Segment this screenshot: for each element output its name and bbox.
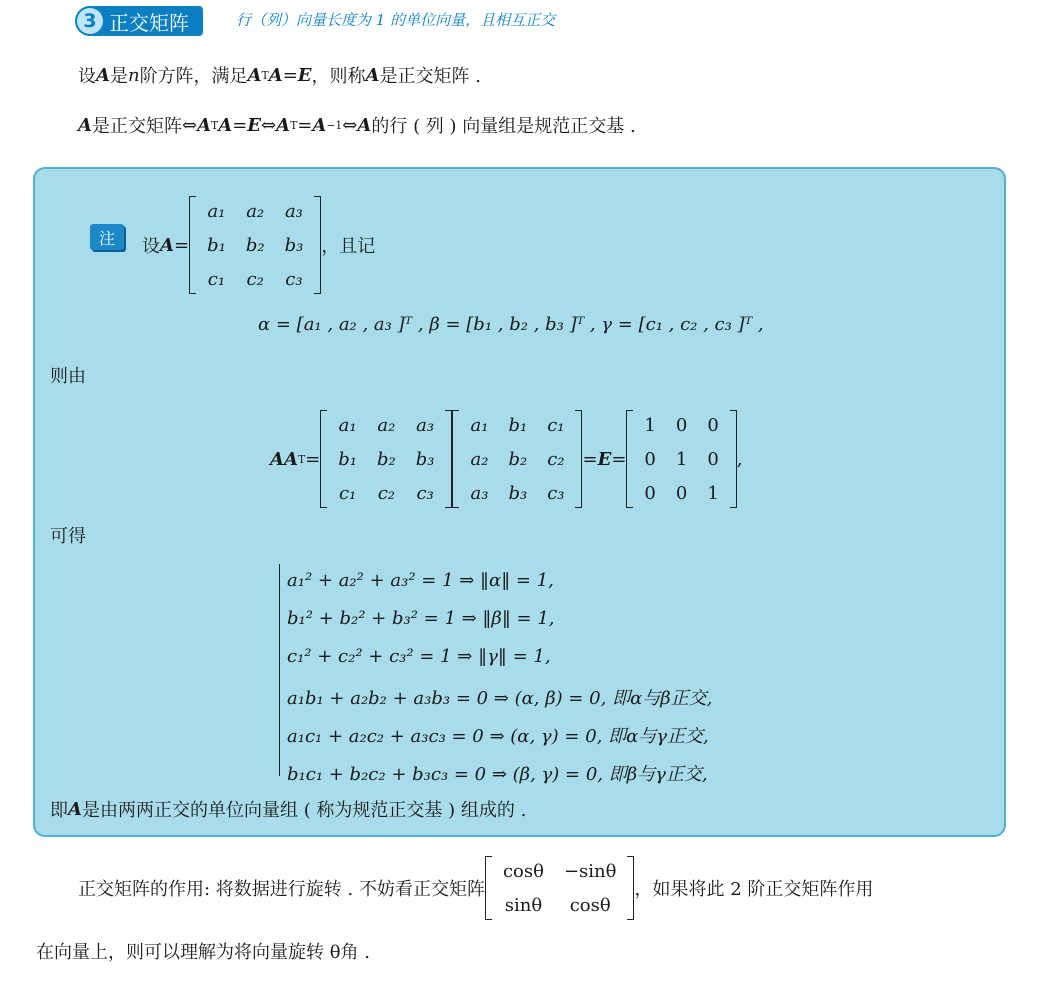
matrix-A-full: [320, 408, 452, 510]
matrix-cell: a₁: [207, 200, 226, 222]
product-eq: =: [305, 448, 321, 470]
matrix-cell: b₁: [508, 414, 528, 436]
matrix-cell: a₂: [470, 448, 489, 470]
eq-text: 的行 ( 列 ) 向量组是规范正交基 .: [371, 116, 636, 137]
matrix-cell: a₂: [246, 200, 265, 222]
matrix-cell: 0: [675, 482, 688, 504]
def-symbol: n: [127, 64, 140, 86]
matrix-cell: c₂: [246, 268, 264, 290]
matrix-cell: cosθ: [569, 894, 611, 916]
get-label: 可得: [50, 526, 86, 547]
matrix-cell: 1: [675, 448, 688, 470]
iff-symbol: ⇔: [342, 114, 358, 136]
def-text: ，则称: [311, 66, 366, 87]
matrix-cell: c₂: [547, 448, 565, 470]
def-text: 阶方阵，满足: [139, 66, 248, 87]
matrix-cell: b₁: [207, 234, 226, 256]
def-text: 设: [78, 66, 96, 87]
note-tag: 注: [90, 224, 124, 250]
eq-text: =: [232, 114, 248, 136]
section-subtitle: 行（列）向量长度为 1 的单位向量，且相互正交: [236, 11, 556, 29]
matrix-cell: c₃: [285, 268, 303, 290]
matrix-cell: b₁: [338, 448, 357, 470]
eq-sup: T: [211, 118, 219, 132]
matrix-cell: a₁: [338, 414, 357, 436]
product-symbol: E: [597, 448, 612, 470]
note-text: ，且记: [321, 236, 376, 257]
matrix-cell: b₃: [415, 448, 435, 470]
def-sup: T: [261, 68, 269, 82]
matrix-A: [189, 194, 321, 296]
def-text: 是正交矩阵 .: [379, 66, 481, 87]
matrix-A-transpose: [452, 408, 582, 510]
product-sup: T: [297, 452, 306, 466]
eq-symbol: A: [197, 114, 212, 136]
matrix-cell: a₃: [470, 482, 489, 504]
matrix-cell: a₃: [416, 414, 435, 436]
iff-symbol: ⇔: [181, 114, 198, 136]
system-line: c₁² + c₂² + c₃² = 1 ⇒ ‖γ‖ = 1,: [287, 646, 551, 667]
def-eq: =: [282, 64, 298, 86]
system-line: a₁c₁ + a₂c₂ + a₃c₃ = 0 ⇒ (α, γ) = 0, 即α与γ正交,: [287, 726, 709, 747]
def-symbol: A: [247, 64, 262, 86]
matrix-cell: c₁: [207, 268, 226, 290]
matrix-cell: a₂: [377, 414, 396, 436]
note-symbol: A: [160, 234, 174, 256]
matrix-cell: c₂: [377, 482, 395, 504]
system-line: a₁² + a₂² + a₃² = 1 ⇒ ‖α‖ = 1,: [287, 570, 554, 591]
section-number: 3: [77, 8, 103, 34]
eq-symbol: A: [78, 114, 92, 136]
rotation-line: [78, 854, 873, 922]
matrix-cell: cosθ: [502, 860, 544, 882]
matrix-cell: 0: [675, 414, 688, 436]
matrix-cell: c₁: [547, 414, 565, 436]
matrix-cell: c₃: [416, 482, 434, 504]
iff-symbol: ⇔: [261, 114, 277, 136]
system-line: b₁² + b₂² + b₃² = 1 ⇒ ‖β‖ = 1,: [287, 608, 555, 629]
identity-matrix: [626, 408, 736, 510]
definition-line: [78, 62, 481, 88]
rotation-matrix: [485, 854, 635, 922]
then-label: 则由: [50, 366, 86, 387]
section-badge: [75, 6, 203, 36]
eq-symbol: A: [357, 114, 372, 136]
product-equation: [270, 408, 743, 510]
matrix-cell: 0: [707, 448, 719, 470]
matrix-cell: −sinθ: [563, 860, 617, 882]
matrix-cell: b₂: [508, 448, 528, 470]
matrix-cell: b₂: [376, 448, 396, 470]
matrix-cell: b₃: [508, 482, 528, 504]
product-eq: =: [582, 448, 598, 470]
note-text: 设: [142, 236, 160, 257]
matrix-cell: 0: [707, 414, 719, 436]
matrix-cell: b₃: [284, 234, 304, 256]
product-symbol: AA: [270, 448, 298, 470]
vector-definitions: α = [a₁ , a₂ , a₃ ]ᵀ , β = [b₁ , b₂ , b₃ ]ᵀ , γ = [c₁ , c₂ , c₃ ]ᵀ ,: [258, 314, 764, 335]
def-symbol: A: [268, 64, 283, 86]
note-conclusion: [50, 796, 526, 822]
matrix-cell: c₁: [338, 482, 357, 504]
note-matrix-line: [142, 194, 375, 296]
matrix-cell: c₃: [547, 482, 565, 504]
eq-symbol: E: [247, 114, 262, 136]
system-brace: [279, 564, 286, 776]
def-symbol: E: [297, 64, 312, 86]
matrix-cell: 0: [644, 448, 656, 470]
product-comma: ,: [736, 448, 743, 470]
matrix-cell: sinθ: [504, 894, 543, 916]
matrix-cell: 1: [707, 482, 719, 504]
matrix-cell: a₃: [284, 200, 303, 222]
eq-symbol: A: [218, 114, 233, 136]
rotation-line-2: 在向量上，则可以理解为将向量旋转 θ角 .: [36, 942, 371, 963]
product-eq: =: [611, 448, 627, 470]
def-symbol: A: [96, 64, 110, 86]
eq-text: 是正交矩阵: [91, 116, 182, 137]
rotation-text: 正交矩阵的作用: 将数据进行旋转 . 不妨看正交矩阵: [78, 879, 485, 900]
def-symbol: A: [365, 64, 380, 86]
eq-sup: T: [290, 118, 298, 132]
eq-symbol: A: [312, 114, 327, 136]
matrix-cell: 1: [644, 414, 656, 436]
system-line: b₁c₁ + b₂c₂ + b₃c₃ = 0 ⇒ (β, γ) = 0, 即β与γ正交,: [287, 764, 708, 785]
rotation-text: ，如果将此 2 阶正交矩阵作用: [634, 879, 874, 900]
eq-symbol: A: [276, 114, 291, 136]
matrix-cell: a₁: [470, 414, 489, 436]
conclusion-text: 即: [50, 800, 68, 821]
section-title: 正交矩阵: [109, 10, 189, 35]
equivalence-line: [78, 112, 636, 138]
conclusion-symbol: A: [68, 798, 82, 820]
matrix-cell: 0: [644, 482, 656, 504]
matrix-cell: b₂: [245, 234, 265, 256]
system-line: a₁b₁ + a₂b₂ + a₃b₃ = 0 ⇒ (α, β) = 0, 即α与β正交,: [287, 688, 713, 709]
conclusion-text: 是由两两正交的单位向量组 ( 称为规范正交基 ) 组成的 .: [81, 800, 527, 821]
note-eq: =: [173, 234, 190, 256]
def-text: 是: [109, 66, 128, 87]
eq-sup: −1: [326, 118, 343, 132]
eq-text: =: [297, 114, 313, 136]
